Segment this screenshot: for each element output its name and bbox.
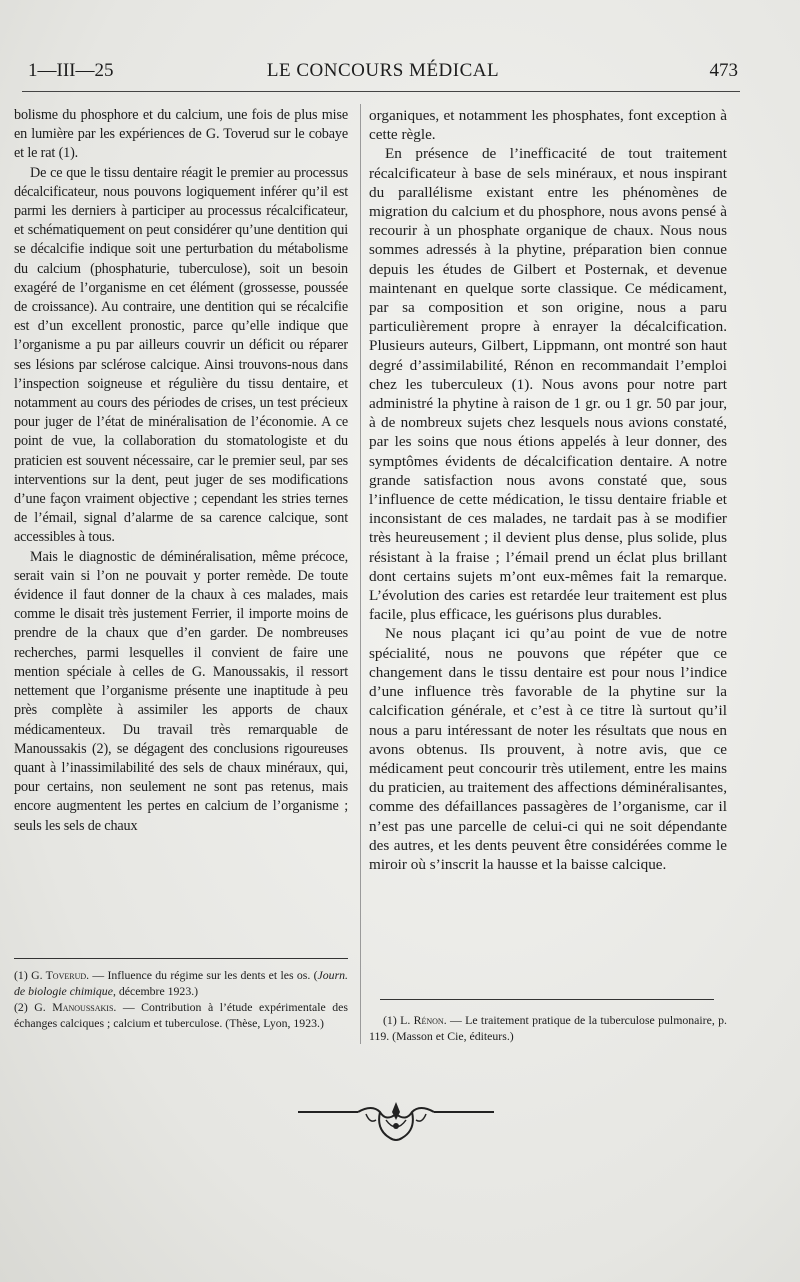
paragraph: De ce que le tissu dentaire réagit le premier au processus décalcificateur, nous pouvons logiquement inférer qu’il est parmi les derniers à participer au processus récalcificateur, et schématiquement on peut considérer qu’une dentition qui se décalcifie indique soit une perturbation du métabolisme du calcium (phosphaturie, tuberculose), soit un besoin exagéré de l’organisme en cet élément (grossesse, poussée de croissance). Au contraire, une dentition qui se récalcifie est d’un excellent pronostic, parce qu’elle indique que l’organisme a pu par ailleurs couvrir un déficit ou réparer ses lésions par sclérose calcique. Ainsi trouvons-nous dans l’inspection soigneuse et régulière du tissu dentaire, et notamment au cours des périodes de crises, un test précieux pour juger de l’état de minéralisation de l’économie. A ce point de vue, la collaboration du stomatologiste et du praticien est souvent nécessaire, car le premier seul, par ses interventions sur la dent, peut juger de ses modifications d’une façon vraiment objective ; cependant les stries ternes de l’émail, signal d’alarme de sa carence calcique, sont accessibles à tous.: [14, 164, 348, 546]
journal-title: LE CONCOURS MÉDICAL: [266, 60, 500, 81]
header-rule: [22, 91, 740, 92]
footnote-author: G. Manoussakis.: [34, 1000, 117, 1014]
footnote-author: L. Rénon.: [400, 1013, 447, 1027]
paragraph: En présence de l’inefficacité de tout traitement récalcificateur à base de sels minéraux, et nous inspirant du parallélisme existant entre les phénomènes de migration du calcium et du phosphore, nous avons pensé à recourir à un phosphate organique de chaux. Nous nous sommes adressés à la phytine, préparation bien connue depuis les études de Gilbert et Posternak, et devenue maintenant en quelque sorte classique. Ce médicament, par sa composition et son origine, nous a paru particulièrement propre à enrayer la décalcification. Plusieurs auteurs, Gilbert, Lippmann, ont montré son haut degré d’assimilabilité, Rénon en recommandait l’emploi chez les tuberculeux (1). Nous avons pour notre part administré la phytine à raison de 1 gr. ou 1 gr. 50 par jour, à de nombreux sujets chez lesquels nous avions constaté, par les soins que nous étions appelés à leur donner, des symptômes évidents de décalcification dentaire. A notre grande satisfaction nous avons constaté que, sous l’influence de cette médication, le tissu dentaire friable et inconsistant de ces malades, ne tardait pas à se modifier très heureusement ; il devient plus dense, plus solide, plus résistant à la fraise ; l’émail prend un éclat plus brillant dont certains sujets m’ont eux-mêmes fait la remarque. L’évolution des caries est retardée leur traitement est plus facile, plus efficace, les guérisons plus durables.: [369, 145, 727, 624]
issue-date: 1—III—25: [28, 60, 114, 81]
footnotes-right: [369, 1012, 727, 1044]
footnote-number: (1): [14, 968, 28, 982]
paragraph: organiques, et notamment les phosphates, font exception à cette règle.: [369, 107, 727, 144]
footnotes-left: [14, 967, 348, 1031]
footnote-text: — Contribution à l’étude expérimentale des échanges calciques ; calcium et tuberculose. (Thèse, Lyon, 1923.): [14, 1000, 348, 1030]
running-header: [28, 60, 738, 88]
right-column: [369, 106, 727, 874]
paragraph: Mais le diagnostic de déminéralisation, même précoce, serait vain si l’on ne pouvait y porter remède. De toute évidence il faut donner de la chaux à ces malades, mais comme le disait très justement Ferrier, il importe moins de prendre de la chaux que d’en garder. De nombreuses recherches, parmi lesquelles il convient de faire une mention spéciale à celles de G. Manoussakis, il ressort nettement que l’organisme présente une inaptitude à peu près complète à assimiler les apports de chaux médicamenteux. Du travail très remarquable de Manoussakis (2), se dégagent des conclusions rigoureuses quant à l’inassimilabilité des sels de chaux minéraux, qui, pour certains, non seulement ne sont pas retenus, mais encore augmentent les pertes en calcium de l’organisme ; seuls les sels de chaux: [14, 548, 348, 834]
footnote-number: (1): [383, 1013, 397, 1027]
paragraph: Ne nous plaçant ici qu’au point de vue de notre spécialité, nous ne pouvons que répéter que ce changement dans le tissu dentaire est pour nous l’indice d’une influence très favorable de la phytine sur la calcification générale, et c’est à ce titre là surtout qu’il nous a paru intéressant de noter les résultats que nous en avons obtenus. Ils prouvent, à notre avis, que ce médicament peut concourir très utilement, entre les mains du praticien, au traitement des affections déminéralisantes, comme des défaillances passagères de l’organisme, car il n’est pas une parcelle de celui-ci qui ne soit dépendante des autres, et les dents peuvent être considérées comme le miroir où s’inscrit la hausse et la baisse calcique.: [369, 625, 727, 873]
footnote-text: — Influence du régime sur les dents et les os. (: [89, 968, 318, 982]
fleuron-icon: [296, 1100, 496, 1146]
footnote-journal: Journ. de biologie chimique: [14, 968, 349, 998]
column-divider: [360, 104, 361, 1044]
footnote-rule: [380, 999, 714, 1000]
footnote: [14, 967, 348, 999]
footnote-author: G. Toverud.: [31, 968, 90, 982]
footnote-text: — Le traitement pratique de la tuberculose pulmonaire, p. 119. (Masson et Cie, éditeurs.): [369, 1013, 727, 1043]
footnote-rule: [14, 958, 348, 959]
page-number: 473: [709, 60, 738, 81]
left-column: [14, 106, 348, 836]
paragraph: bolisme du phosphore et du calcium, une fois de plus mise en lumière par les expériences de G. Toverud sur le cobaye et le rat (1).: [14, 107, 348, 162]
footnote-number: (2): [14, 1000, 28, 1014]
footnote: [14, 999, 348, 1031]
footnote-text: , décembre 1923.): [112, 984, 199, 998]
footnote: [369, 1012, 727, 1044]
